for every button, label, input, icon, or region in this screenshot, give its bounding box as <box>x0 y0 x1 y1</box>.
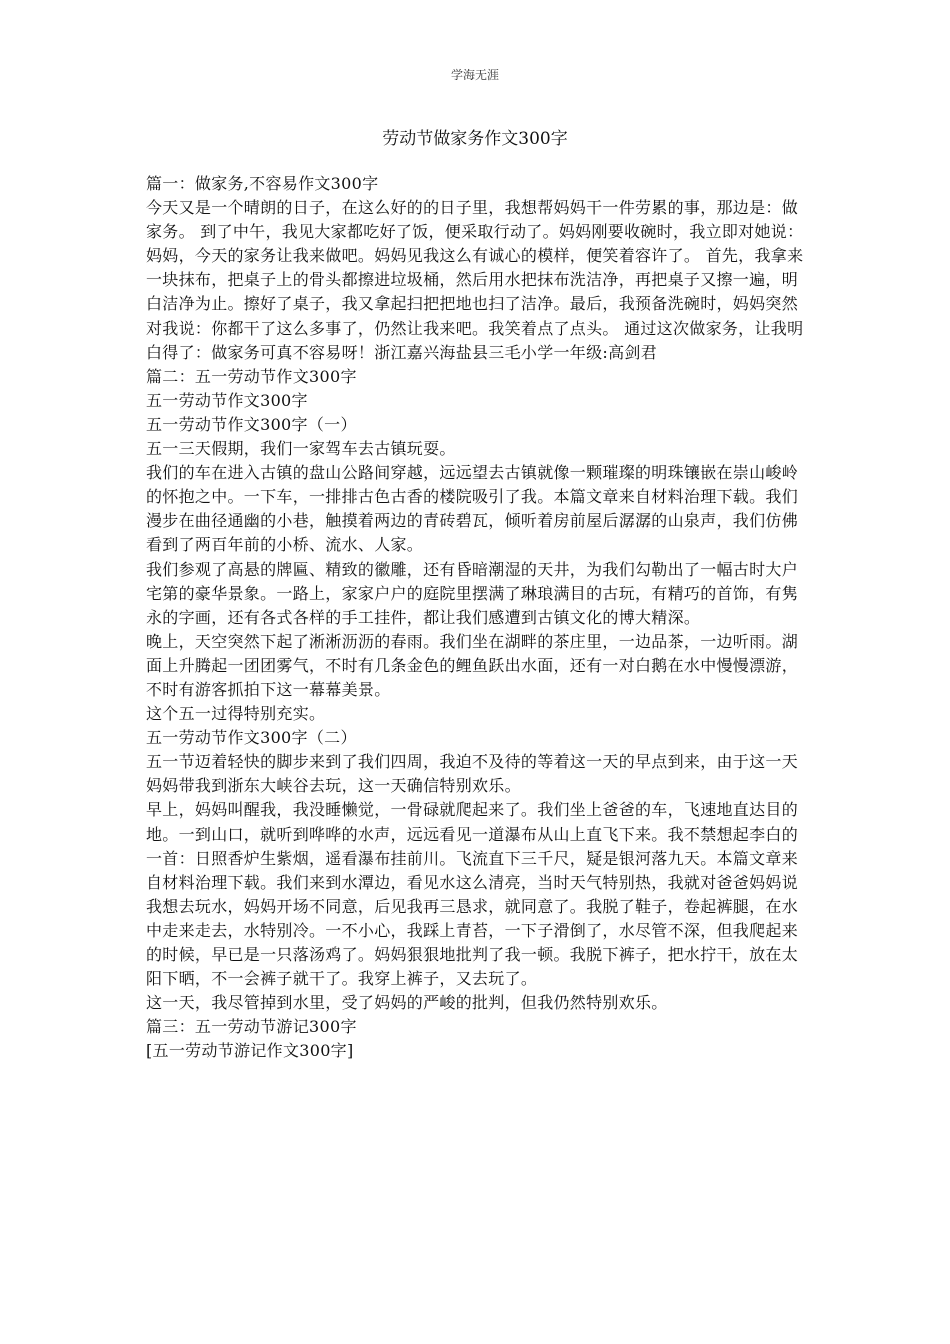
section-heading-1: 篇一：做家务,不容易作文300字 <box>146 174 379 193</box>
paragraph: 这个五一过得特别充实。 <box>146 704 326 724</box>
document-title: 劳动节做家务作文300字 <box>382 129 568 149</box>
document-body <box>146 172 806 1063</box>
section-heading-3: 篇三：五一劳动节游记300字 <box>146 1017 357 1037</box>
subheading: 五一劳动节作文300字（二） <box>146 728 357 748</box>
paragraph: 今天又是一个晴朗的日子，在这么好的的日子里，我想帮妈妈干一件劳累的事，那边是：做家务。 到了中午，我见大家都吃好了饭，便采取行动了。妈妈刚要收碗时，我立即对她说：妈妈，今天的家务让我来做吧。妈妈见我这么有诚心的模样，便笑着容许了。 首先，我拿来一块抹布，把桌子上的骨头都擦进垃圾桶，然后用水把抹布洗洁净，再把桌子又擦一遍，明白洁净为止。擦好了桌子，我又拿起扫把把地也扫了洁净。最后，我预备洗碗时，妈妈突然对我说：你都干了这么多事了，仍然让我来吧。我笑着点了点头。 通过这次做家务，让我明白得了：做家务可真不容易呀！浙江嘉兴海盐县三毛小学一年级:高剑君 <box>146 198 804 362</box>
paragraph: 我们的车在进入古镇的盘山公路间穿越，远远望去古镇就像一颗璀璨的明珠镶嵌在崇山峻岭的怀抱之中。一下车，一排排古色古香的楼院吸引了我。本篇文章来自材料治理下载。我们漫步在曲径通幽的小巷，触摸着两边的青砖碧瓦，倾听着房前屋后潺潺的山泉声，我们仿佛看到了两百年前的小桥、流水、人家。 <box>146 463 799 555</box>
paragraph: 我们参观了高悬的牌匾、精致的徽雕，还有昏暗潮湿的天井，为我们勾勒出了一幅古时大户宅第的豪华景象。一路上，家家户户的庭院里摆满了琳琅满目的古玩，有精巧的首饰，有隽永的字画，还有各式各样的手工挂件，都让我们感遭到古镇文化的博大精深。 <box>146 559 799 627</box>
page-header: 学海无涯 <box>450 68 499 82</box>
paragraph: 五一三天假期，我们一家驾车去古镇玩耍。 <box>146 439 456 459</box>
paragraph: 五一节迈着轻快的脚步来到了我们四周，我迫不及待的等着这一天的早点到来，由于这一天妈妈带我到浙东大峡谷去玩，这一天确信特别欢乐。 <box>146 752 799 796</box>
paragraph: 晚上，天空突然下起了淅淅沥沥的春雨。我们坐在湖畔的茶庄里，一边品茶，一边听雨。湖面上升腾起一团团雾气，不时有几条金色的鲤鱼跃出水面，还有一对白鹅在水中慢慢漂游，不时有游客抓拍下这一幕幕美景。 <box>146 631 799 699</box>
subheading: 五一劳动节作文300字 <box>146 390 308 410</box>
paragraph: [五一劳动节游记作文300字] <box>146 1041 354 1061</box>
section-heading-2: 篇二：五一劳动节作文300字 <box>146 366 357 386</box>
paragraph: 早上，妈妈叫醒我，我没睡懒觉，一骨碌就爬起来了。我们坐上爸爸的车，飞速地直达目的地。一到山口，就听到哗哗的水声，远远看见一道瀑布从山上直飞下来。我不禁想起李白的一首：日照香炉生紫烟，遥看瀑布挂前川。飞流直下三千尺，疑是银河落九天。本篇文章来自材料治理下载。我们来到水潭边，看见水这么清亮，当时天气特别热，我就对爸爸妈妈说我想去玩水，妈妈开场不同意，后见我再三恳求，就同意了。我脱了鞋子，卷起裤腿，在水中走来走去，水特别冷。一不小心，我踩上青苔，一下子滑倒了，水尽管不深，但我爬起来的时候，早已是一只落汤鸡了。妈妈狠狠地批判了我一顿。我脱下裤子，把水拧干，放在太阳下晒，不一会裤子就干了。我穿上裤子，又去玩了。 <box>146 800 799 989</box>
subheading: 五一劳动节作文300字（一） <box>146 414 357 434</box>
paragraph: 这一天，我尽管掉到水里，受了妈妈的严峻的批判，但我仍然特别欢乐。 <box>146 993 668 1013</box>
